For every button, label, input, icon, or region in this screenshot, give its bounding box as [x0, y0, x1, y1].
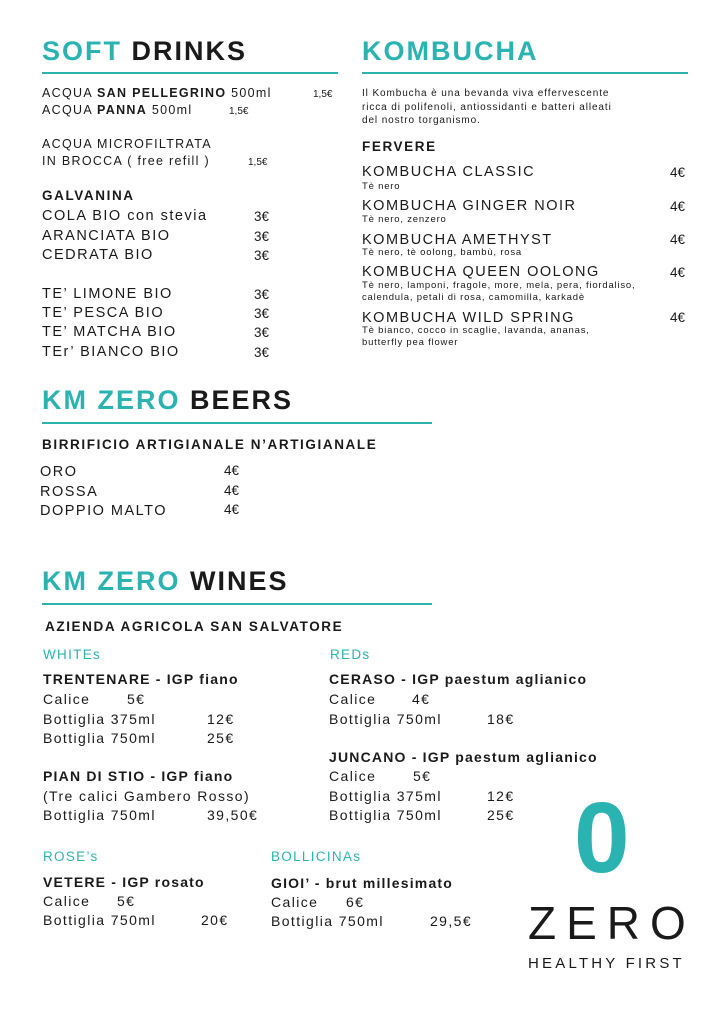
menu-item-price: 3€: [254, 248, 270, 263]
menu-item-price: 3€: [254, 325, 270, 340]
kombucha-item-price: 4€: [670, 232, 686, 247]
whites-title: WHITEs: [43, 647, 102, 662]
kombucha-item-price: 4€: [670, 165, 686, 180]
kombucha-intro: Il Kombucha è una bevanda viva effervescente ricca di polifenoli, antiossidanti e batteri alleati del nostro torganismo.: [362, 88, 612, 126]
beer-item-price: 4€: [224, 483, 240, 498]
wine-price: 29,5€: [430, 913, 473, 929]
kombucha-item-desc: Tè nero, lamponi, fragole, more, mela, pera, fiordaliso, calendula, petali di rosa, camomilla, karkadè: [362, 280, 636, 303]
micro-water-line2: IN BROCCA ( free refill ): [42, 154, 210, 168]
wine-price: 39,50€: [207, 807, 259, 823]
beer-item-price: 4€: [224, 463, 240, 478]
producer-title: AZIENDA AGRICOLA SAN SALVATORE: [45, 619, 344, 634]
kombucha-item-desc: Tè nero: [362, 181, 401, 192]
micro-water-line1: ACQUA MICROFILTRATA: [42, 137, 212, 151]
wine-price: 5€: [127, 691, 146, 707]
logo-tagline: HEALTHY FIRST: [528, 955, 685, 972]
wine-gioi: GIOI’ - brut millesimato: [271, 875, 454, 891]
wine-line: Calice: [43, 691, 91, 707]
wines-rule: [42, 603, 432, 605]
kombucha-item-desc: Tè nero, zenzero: [362, 214, 447, 225]
wine-line: Calice: [271, 894, 319, 910]
menu-item-price: 3€: [254, 229, 270, 244]
water-panna-price: 1,5€: [229, 106, 249, 117]
kombucha-item-price: 4€: [670, 265, 686, 280]
wine-line: Bottiglia 750ml: [329, 807, 442, 823]
wine-note: (Tre calici Gambero Rosso): [43, 788, 251, 804]
wine-juncano: JUNCANO - IGP paestum aglianico: [329, 749, 598, 765]
menu-item: TE’ MATCHA BIO: [42, 324, 177, 340]
kombucha-item: KOMBUCHA AMETHYST: [362, 232, 553, 248]
wine-price: 5€: [413, 768, 432, 784]
beer-item: DOPPIO MALTO: [40, 503, 168, 519]
beer-item: ORO: [40, 464, 78, 480]
menu-item: ARANCIATA BIO: [42, 228, 171, 244]
soft-drinks-rule: [42, 72, 338, 74]
kombucha-item-price: 4€: [670, 310, 686, 325]
wine-trentenare: TRENTENARE - IGP fiano: [43, 671, 239, 687]
wine-price: 25€: [207, 730, 235, 746]
wine-line: Calice: [329, 691, 377, 707]
galvanina-title: GALVANINA: [42, 188, 135, 203]
wine-pian-di-stio: PIAN DI STIO - IGP fiano: [43, 768, 234, 784]
kombucha-item-price: 4€: [670, 199, 686, 214]
kombucha-item: KOMBUCHA GINGER NOIR: [362, 198, 577, 214]
kombucha-item: KOMBUCHA CLASSIC: [362, 164, 536, 180]
beer-item-price: 4€: [224, 502, 240, 517]
water-san-pellegrino-price: 1,5€: [313, 89, 333, 100]
beer-item: ROSSA: [40, 484, 99, 500]
menu-item: CEDRATA BIO: [42, 247, 154, 263]
soft-drinks-title: SOFT DRINKS: [42, 36, 248, 66]
menu-item-price: 3€: [254, 345, 270, 360]
menu-item-price: 3€: [254, 287, 270, 302]
reds-title: REDs: [330, 647, 371, 662]
micro-water-price: 1,5€: [248, 157, 268, 168]
kombucha-item: KOMBUCHA WILD SPRING: [362, 310, 575, 326]
wine-line: Calice: [329, 768, 377, 784]
beers-rule: [42, 422, 432, 424]
wine-price: 12€: [207, 711, 235, 727]
menu-item: TEr’ BIANCO BIO: [42, 344, 180, 360]
wine-price: 18€: [487, 711, 515, 727]
wine-price: 20€: [201, 912, 229, 928]
wine-ceraso: CERASO - IGP paestum aglianico: [329, 671, 588, 687]
zero-logo-word: ZERO: [528, 897, 696, 949]
kombucha-item-desc: Tè bianco, cocco in scaglie, lavanda, ananas, butterfly pea flower: [362, 325, 590, 348]
water-panna: ACQUA PANNA 500ml: [42, 103, 193, 117]
wine-line: Bottiglia 375ml: [43, 711, 156, 727]
beers-title: KM ZERO BEERS: [42, 385, 294, 415]
menu-item: COLA BIO con stevia: [42, 208, 208, 224]
bollicine-title: BOLLICINAs: [271, 849, 362, 864]
wine-line: Bottiglia 750ml: [329, 711, 442, 727]
kombucha-title: KOMBUCHA: [362, 36, 539, 66]
kombucha-item: KOMBUCHA QUEEN OOLONG: [362, 264, 600, 280]
water-san-pellegrino: ACQUA SAN PELLEGRINO 500ml: [42, 86, 272, 100]
menu-item-price: 3€: [254, 306, 270, 321]
wine-price: 25€: [487, 807, 515, 823]
wine-line: Bottiglia 750ml: [43, 807, 156, 823]
wine-price: 6€: [346, 894, 365, 910]
kombucha-rule: [362, 72, 688, 74]
brewery-title: BIRRIFICIO ARTIGIANALE N’ARTIGIANALE: [42, 437, 378, 452]
wine-line: Calice: [43, 893, 91, 909]
kombucha-item-desc: Tè nero, tè oolong, bambù, rosa: [362, 247, 522, 258]
wine-line: Bottiglia 750ml: [43, 730, 156, 746]
wine-line: Bottiglia 750ml: [271, 913, 384, 929]
wine-price: 5€: [117, 893, 136, 909]
wine-price: 12€: [487, 788, 515, 804]
roses-title: ROSE’s: [43, 849, 99, 864]
fervere-title: FERVERE: [362, 139, 437, 154]
menu-item: TE’ LIMONE BIO: [42, 286, 173, 302]
wine-line: Bottiglia 750ml: [43, 912, 156, 928]
menu-item: TE’ PESCA BIO: [42, 305, 165, 321]
wine-line: Bottiglia 375ml: [329, 788, 442, 804]
wine-price: 4€: [412, 691, 431, 707]
wines-title: KM ZERO WINES: [42, 566, 289, 596]
menu-item-price: 3€: [254, 209, 270, 224]
wine-vetere: VETERE - IGP rosato: [43, 874, 205, 890]
zero-logo-mark: 0: [574, 782, 630, 894]
